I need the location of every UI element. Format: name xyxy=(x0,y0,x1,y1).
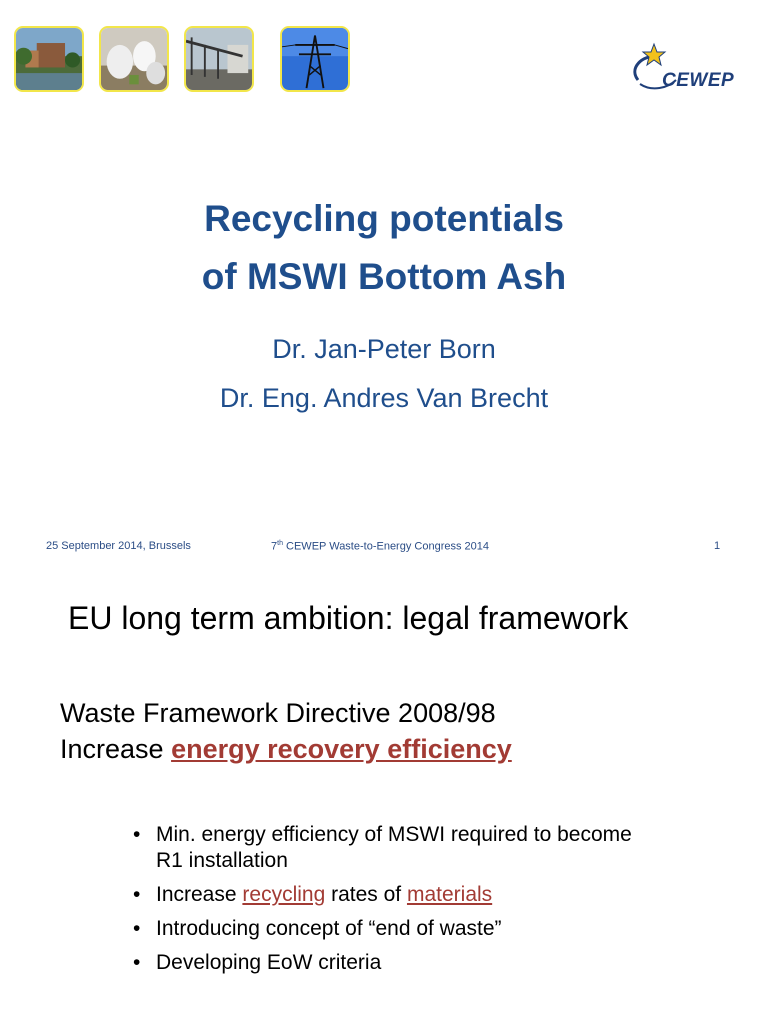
bullet-list xyxy=(130,822,650,984)
energy-recovery-efficiency-link: energy recovery efficiency xyxy=(171,734,512,764)
author-2: Dr. Eng. Andres Van Brecht xyxy=(219,383,549,413)
footer-date: 25 September 2014, Brussels xyxy=(46,540,191,552)
bullet-text: Min. energy efficiency of MSWI required to become R1 installation xyxy=(156,823,632,872)
content-slide xyxy=(0,572,768,1024)
increase-line xyxy=(60,734,512,765)
bullet-icon: • xyxy=(133,823,141,846)
increase-prefix: Increase xyxy=(60,734,172,764)
list-item xyxy=(130,822,650,874)
footer-event xyxy=(271,540,489,553)
bullet-icon: • xyxy=(133,951,141,974)
cewep-logo-text: CEWEP xyxy=(662,70,735,91)
bullet-icon: • xyxy=(133,883,141,906)
photo-power-pylon-icon xyxy=(280,26,350,92)
list-item xyxy=(130,916,650,942)
bullet-text: Introducing concept of “end of waste” xyxy=(156,917,502,940)
list-item xyxy=(130,950,650,976)
title-line-2: of MSWI Bottom Ash xyxy=(201,256,567,297)
list-item xyxy=(130,882,650,908)
author-1: Dr. Jan-Peter Born xyxy=(272,334,496,364)
slide-title xyxy=(0,190,768,306)
cewep-logo xyxy=(628,40,738,96)
footer-event-ordinal: th xyxy=(277,540,283,547)
bullet-text: Developing EoW criteria xyxy=(156,951,382,974)
footer-event-number: 7 xyxy=(271,540,278,553)
materials-highlight: materials xyxy=(406,883,493,906)
directive-line: Waste Framework Directive 2008/98 xyxy=(60,698,496,728)
photo-bags-icon xyxy=(99,26,169,92)
photo-industrial-site-icon xyxy=(184,26,254,92)
recycling-highlight: recycling xyxy=(242,883,326,906)
photo-plant-building-icon xyxy=(14,26,84,92)
bullet-icon: • xyxy=(133,917,141,940)
bullet-text-prefix: Increase xyxy=(156,883,243,906)
footer-page-number: 1 xyxy=(714,540,721,552)
bullet-text-middle: rates of xyxy=(325,883,407,906)
title-line-1: Recycling potentials xyxy=(204,198,564,239)
footer-event-name: CEWEP Waste-to-Energy Congress 2014 xyxy=(282,540,489,553)
slide-heading: EU long term ambition: legal framework xyxy=(68,600,629,636)
